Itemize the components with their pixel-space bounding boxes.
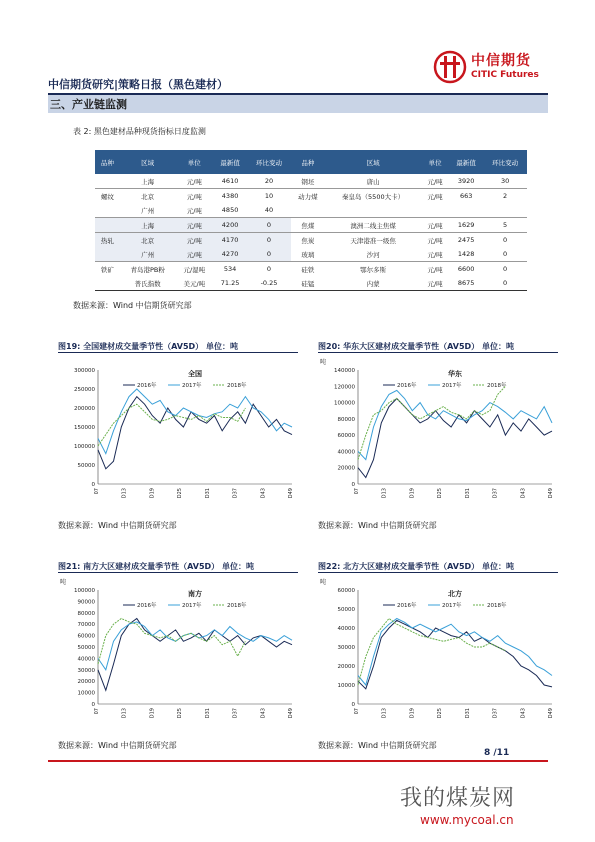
x-tick-label: D31 [464, 488, 471, 499]
figure-20-rule [318, 352, 558, 353]
x-tick-label: D25 [177, 488, 184, 499]
table-cell: 71.25 [213, 276, 247, 291]
x-tick-label: D25 [177, 708, 184, 719]
x-tick-label: 07 [354, 488, 360, 495]
y-tick-label: 90000 [77, 599, 95, 606]
y-axis-label: 吨 [320, 579, 327, 586]
legend-label: 2016年 [137, 383, 157, 389]
y-tick-label: 60000 [77, 633, 95, 640]
table-cell: 元/吨 [176, 203, 213, 218]
y-tick-label: 50000 [77, 463, 95, 469]
table-cell [95, 247, 120, 262]
table-cell: 1629 [457, 221, 475, 229]
y-tick-label: 140000 [334, 368, 355, 374]
table-cell: 0 [503, 236, 508, 244]
y-tick-label: 0 [351, 702, 355, 708]
chart-east [318, 356, 558, 514]
y-tick-label: 80000 [337, 416, 355, 423]
figure-19-rule [58, 352, 298, 353]
table-cell: 元/吨 [427, 192, 443, 201]
y-tick-label: 100000 [74, 588, 95, 594]
table-cell: 8675 [449, 276, 483, 291]
table-header-cell: 品种 [291, 150, 325, 174]
table-cell: 元/吨 [427, 250, 443, 259]
table-cell: 普氏指数 [120, 276, 176, 291]
table-cell: 元/吨 [176, 189, 213, 204]
figure-22-source: 数据来源：Wind 中信期货研究部 [318, 741, 437, 750]
table-cell [483, 203, 527, 218]
y-tick-label: 300000 [74, 368, 95, 374]
x-tick-label: D49 [548, 708, 554, 719]
y-tick-label: 80000 [77, 610, 95, 617]
figure-22-title: 图22: 北方大区建材成交量季节性（AV5D） 单位：吨 [318, 562, 514, 571]
table-cell: 青岛港PB粉 [120, 262, 176, 277]
x-tick-label: 07 [94, 488, 100, 495]
table-cell: 热轧 [95, 233, 120, 248]
table-cell: 焦炭 [301, 236, 315, 245]
chart-south [58, 576, 298, 734]
table-cell: 30 [500, 177, 510, 185]
y-tick-label: 20000 [77, 679, 95, 686]
x-tick-label: D43 [260, 708, 267, 719]
table-cell: 元/吨 [176, 218, 213, 233]
y-tick-label: 20000 [337, 465, 355, 472]
x-tick-label: 07 [354, 708, 360, 715]
section-bar [48, 93, 548, 113]
figure-19-source: 数据来源：Wind 中信期货研究部 [58, 521, 177, 530]
table-cell: 元/吨 [427, 265, 443, 274]
table-caption: 表 2: 黑色建材品种现货指标日度监测 [73, 127, 206, 136]
y-tick-label: 20000 [337, 664, 355, 670]
table-header-cell: 单位 [176, 150, 213, 174]
legend-label: 2018年 [487, 383, 507, 389]
table-row [95, 276, 527, 291]
chart-inner-title: 全国 [188, 370, 202, 378]
table-cell: 内蒙 [325, 276, 421, 291]
table-cell: 4200 [213, 218, 247, 233]
table-cell [449, 203, 483, 218]
legend-label: 2017年 [182, 603, 202, 609]
figure-19-title: 图19: 全国建材成交量季节性（AV5D） 单位：吨 [58, 342, 238, 351]
table-cell: 5 [503, 221, 508, 229]
table-header-cell: 品种 [95, 150, 120, 174]
table-cell: 20 [247, 174, 291, 189]
table-cell: 元/吨 [421, 276, 449, 291]
spot-monitor-table [95, 150, 527, 291]
legend-label: 2017年 [442, 603, 462, 609]
figure-20-source: 数据来源：Wind 中信期货研究部 [318, 521, 437, 530]
table-cell: 663 [459, 192, 473, 200]
y-tick-label: 10000 [77, 690, 95, 697]
x-tick-label: D37 [232, 708, 239, 719]
table-cell: 唐山 [366, 177, 380, 186]
table-cell: 元/湿吨 [176, 262, 213, 277]
table-cell: 广州 [120, 203, 176, 218]
legend-label: 2018年 [227, 603, 247, 609]
logo-icon [433, 50, 467, 84]
table-cell [95, 203, 120, 218]
table-cell: 40 [247, 203, 291, 218]
citic-futures-logo [433, 50, 553, 90]
table-cell: 3920 [457, 177, 475, 185]
y-tick-label: 120000 [334, 384, 355, 391]
table-cell: 元/吨 [176, 233, 213, 248]
table-cell: 澳洲二线主焦煤 [350, 221, 396, 230]
chart-north [318, 576, 558, 734]
table-cell: 焦煤 [301, 221, 315, 230]
y-tick-label: 100000 [74, 444, 95, 450]
y-tick-label: 100000 [334, 400, 355, 407]
table-cell: 动力煤 [298, 192, 318, 201]
table-cell: 0 [503, 265, 508, 273]
x-tick-label: D37 [492, 708, 499, 719]
footer-rule [48, 760, 548, 762]
x-tick-label: D13 [381, 708, 388, 719]
report-header-title: 中信期货研究|策略日报（黑色建材） [48, 78, 229, 91]
table-cell: 0 [483, 276, 527, 291]
legend-label: 2017年 [442, 383, 462, 389]
legend-label: 2017年 [182, 383, 202, 389]
figure-22-rule [318, 572, 558, 573]
table-cell: 元/吨 [427, 221, 443, 230]
table-header-cell: 环比变动 [483, 150, 527, 174]
legend-label: 2018年 [487, 603, 507, 609]
figure-20-title: 图20: 华东大区建材成交量季节性（AV5D） 单位：吨 [318, 342, 514, 351]
y-tick-label: 30000 [337, 645, 355, 651]
y-tick-label: 200000 [74, 406, 95, 412]
x-tick-label: D49 [288, 488, 294, 499]
figure-21-title: 图21: 南方大区建材成交量季节性（AV5D） 单位：吨 [58, 562, 254, 571]
table-header-cell: 最新值 [449, 150, 483, 174]
table-cell: 10 [247, 189, 291, 204]
table-cell [291, 203, 325, 218]
y-tick-label: 10000 [337, 683, 355, 689]
table-cell [95, 174, 120, 189]
table-cell: 0 [247, 218, 291, 233]
table-row [95, 233, 527, 248]
table-cell: 元/吨 [176, 174, 213, 189]
table-cell: 上海 [120, 218, 176, 233]
table-cell: 6600 [457, 265, 475, 273]
y-tick-label: 0 [351, 482, 355, 488]
legend-label: 2018年 [227, 383, 247, 389]
table-cell: 铁矿 [95, 262, 120, 277]
y-tick-label: 150000 [74, 425, 95, 431]
y-tick-label: 250000 [74, 387, 95, 393]
table-cell: 4850 [213, 203, 247, 218]
table-header-cell: 环比变动 [247, 150, 291, 174]
table-cell: 2475 [457, 236, 475, 244]
table-cell: 1428 [457, 250, 475, 258]
table-cell: 0 [503, 250, 508, 258]
x-tick-label: D43 [520, 488, 527, 499]
table-cell: 钢坯 [301, 177, 315, 186]
table-cell: 玻璃 [301, 250, 315, 259]
watermark-text: 我的煤炭网 [400, 786, 516, 811]
table-cell: -0.25 [247, 276, 291, 291]
table-cell: 沙河 [366, 250, 380, 259]
table-cell: 秦皇岛（5500大卡） [342, 192, 405, 201]
y-tick-label: 70000 [77, 622, 95, 629]
x-tick-label: D13 [121, 488, 128, 499]
x-tick-label: D31 [204, 708, 211, 719]
x-tick-label: D19 [149, 708, 156, 719]
x-tick-label: D25 [437, 488, 444, 499]
logo-text-en: CITIC Futures [471, 70, 539, 80]
y-tick-label: 50000 [337, 607, 355, 613]
table-header-cell: 区域 [325, 150, 421, 174]
y-axis-label: 吨 [60, 579, 67, 586]
table-header-cell: 单位 [421, 150, 449, 174]
table-row [95, 203, 527, 218]
table-cell [95, 218, 120, 233]
y-tick-label: 0 [91, 482, 95, 488]
x-tick-label: 07 [94, 708, 100, 715]
legend-label: 2016年 [397, 603, 417, 609]
y-tick-label: 60000 [337, 588, 355, 594]
table-cell: 北京 [120, 233, 176, 248]
table-row [95, 247, 527, 262]
table-cell: 元/吨 [176, 247, 213, 262]
x-tick-label: D43 [260, 488, 267, 499]
x-tick-label: D19 [409, 708, 416, 719]
table-cell: 2 [503, 192, 508, 200]
table-cell: 鄂尔多斯 [360, 265, 387, 274]
table-cell: 美元/吨 [176, 276, 213, 291]
y-tick-label: 0 [91, 702, 95, 708]
table-cell: 0 [247, 262, 291, 277]
y-axis-label: 吨 [320, 359, 327, 366]
x-tick-label: D19 [409, 488, 416, 499]
table-cell: 天津港准一级焦 [350, 236, 396, 245]
table-cell: 4270 [213, 247, 247, 262]
table-row [95, 189, 527, 204]
table-cell: 4380 [213, 189, 247, 204]
y-tick-label: 40000 [337, 626, 355, 632]
table-cell: 硅锰 [291, 276, 325, 291]
chart-inner-title: 北方 [448, 590, 462, 598]
table-header-cell: 区域 [120, 150, 176, 174]
section-title: 三、产业链监测 [50, 98, 127, 111]
table-cell: 硅铁 [301, 265, 315, 274]
chart-inner-title: 南方 [188, 590, 202, 598]
table-row [95, 174, 527, 189]
x-tick-label: D49 [548, 488, 554, 499]
page-number: 8 /11 [484, 748, 510, 758]
table-cell: 0 [247, 247, 291, 262]
x-tick-label: D25 [437, 708, 444, 719]
figure-21-rule [58, 572, 298, 573]
table-header-cell: 最新值 [213, 150, 247, 174]
watermark-url: www.mycoal.cn [420, 813, 514, 827]
chart-national [58, 356, 298, 514]
chart-inner-title: 华东 [448, 370, 462, 378]
table-cell: 螺纹 [95, 189, 120, 204]
y-tick-label: 40000 [77, 656, 95, 663]
y-tick-label: 30000 [77, 667, 95, 674]
table-cell: 0 [247, 233, 291, 248]
x-tick-label: D31 [464, 708, 471, 719]
table-cell: 4610 [213, 174, 247, 189]
x-tick-label: D13 [121, 708, 128, 719]
table-cell: 元/吨 [427, 177, 443, 186]
y-tick-label: 60000 [337, 433, 355, 440]
table-row [95, 262, 527, 277]
y-tick-label: 50000 [77, 645, 95, 651]
legend-label: 2016年 [397, 383, 417, 389]
table-header-row [95, 150, 527, 174]
table-cell: 元/吨 [427, 236, 443, 245]
table-cell [95, 276, 120, 291]
table-source: 数据来源：Wind 中信期货研究部 [73, 301, 192, 310]
table-cell [421, 203, 449, 218]
table-cell: 4170 [213, 233, 247, 248]
x-tick-label: D19 [149, 488, 156, 499]
table-cell: 广州 [120, 247, 176, 262]
x-tick-label: D43 [520, 708, 527, 719]
x-tick-label: D49 [288, 708, 294, 719]
table-cell [325, 203, 421, 218]
x-tick-label: D37 [232, 488, 239, 499]
x-tick-label: D37 [492, 488, 499, 499]
table-row [95, 218, 527, 233]
table-cell: 534 [213, 262, 247, 277]
x-tick-label: D13 [381, 488, 388, 499]
table-cell: 北京 [120, 189, 176, 204]
table-cell: 上海 [120, 174, 176, 189]
x-tick-label: D31 [204, 488, 211, 499]
figure-21-source: 数据来源：Wind 中信期货研究部 [58, 741, 177, 750]
legend-label: 2016年 [137, 603, 157, 609]
logo-text-cn: 中信期货 [471, 53, 531, 69]
y-tick-label: 40000 [337, 449, 355, 456]
